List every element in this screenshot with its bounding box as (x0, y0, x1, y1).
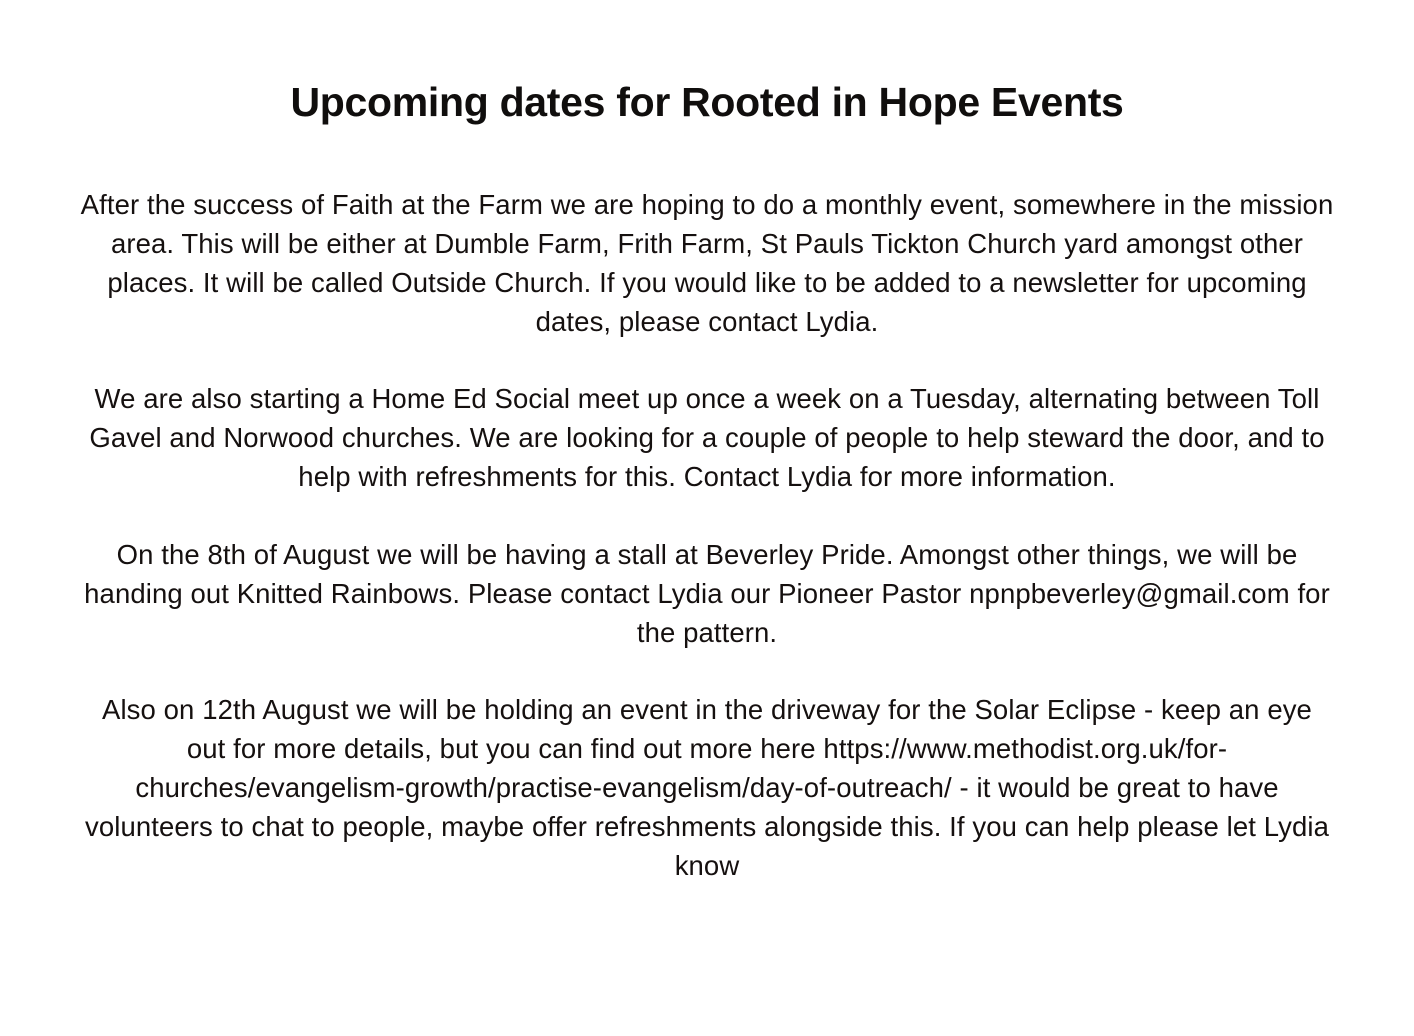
page-title: Upcoming dates for Rooted in Hope Events (290, 79, 1124, 125)
paragraph-beverley-pride: On the 8th of August we will be having a stall at Beverley Pride. Amongst other things, we will be handing out Knitted Rainbows. Please contact Lydia our Pioneer Pastor npnpbeverley@gmail.com for the pattern. (84, 538, 1330, 648)
document-body (60, 185, 1354, 885)
paragraph-home-ed-social: We are also starting a Home Ed Social meet up once a week on a Tuesday, alternating between Toll Gavel and Norwood churches. We are looking for a couple of people to help steward the door, and to help with refreshments for this. Contact Lydia for more information. (89, 383, 1325, 493)
paragraph-solar-eclipse: Also on 12th August we will be holding an event in the driveway for the Solar Eclipse - keep an eye out for more details, but you can find out more here https://www.methodist.org.uk/for-churches/evangelism-growth/practise-evangelism/day-of-outreach/ - it would be great to have volunteers to chat to people, maybe offer refreshments alongside this. If you can help please let Lydia know (85, 693, 1329, 881)
paragraph-outside-church: After the success of Faith at the Farm we are hoping to do a monthly event, somewhere in the mission area. This will be either at Dumble Farm, Frith Farm, St Pauls Tickton Church yard amongst other places. It will be called Outside Church. If you would like to be added to a newsletter for upcoming dates, please contact Lydia. (80, 189, 1334, 338)
